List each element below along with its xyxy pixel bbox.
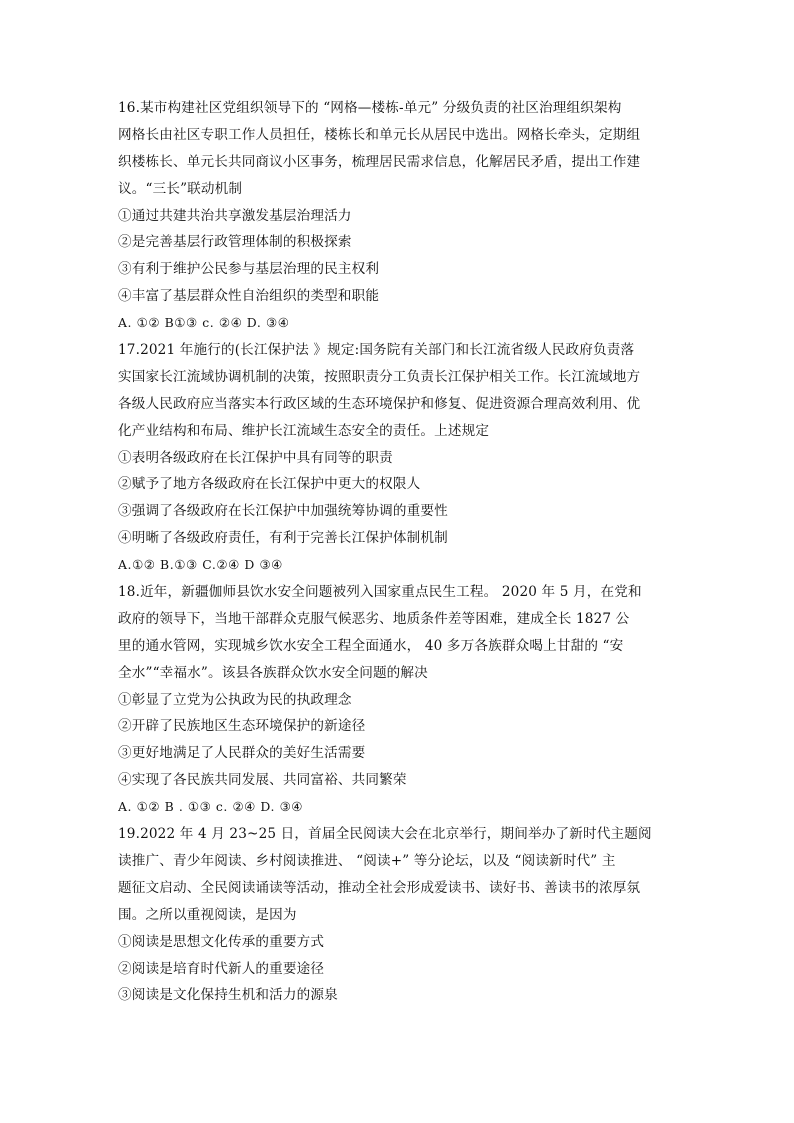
question-stem-line: 19.2022 年 4 月 23~25 日，首届全民阅读大会在北京举行，期间举办了新时代主题阅 [118,826,652,843]
statement-item: ①彰显了立党为公执政为民的执政理念 [118,691,352,708]
question-stem-line: 围。之所以重视阅读，是因为 [118,906,297,923]
answer-options: A. ①② B①③ c. ②④ D. ③④ [118,315,290,331]
statement-item: ①阅读是思想文化传承的重要方式 [118,933,325,950]
statement-item: ④实现了各民族共同发展、共同富裕、共同繁荣 [118,772,407,789]
statement-item: ③强调了各级政府在长江保护中加强统筹协调的重要性 [118,503,448,520]
exam-page [118,95,684,1009]
question-17 [118,337,684,579]
question-stem-line: 全水”“幸福水”。该县各族群众饮水安全问题的解决 [118,664,428,681]
statement-item: ③有利于维护公民参与基层治理的民主权利 [118,261,380,278]
question-stem-line: 化产业结构和布局、维护长江流域生态安全的责任。上述规定 [118,422,490,439]
question-stem-line: 读推广、青少年阅读、乡村阅读推进、 “阅读+” 等分论坛，以及 “阅读新时代” 主 [118,852,616,869]
question-16 [118,95,684,337]
statement-item: ②阅读是培育时代新人的重要途径 [118,960,325,977]
statement-item: ②赋予了地方各级政府在长江保护中更大的权限人 [118,476,421,493]
question-19 [118,821,684,1009]
question-stem-line: 政府的领导下，当地干部群众克服气候恶劣、地质条件差等困难，建成全长 1827 公 [118,610,630,627]
statement-item: ①通过共建共治共享激发基层治理活力 [118,207,352,224]
statement-item: ②是完善基层行政管理体制的积极探索 [118,234,352,251]
statement-item: ②开辟了民族地区生态环境保护的新途径 [118,718,366,735]
question-18 [118,579,684,821]
question-stem-line: 实国家长江流域协调机制的决策，按照职责分工负责长江保护相关工作。长江流域地方 [118,368,641,385]
question-stem-line: 题征文启动、全民阅读诵读等活动，推动全社会形成爱读书、读好书、善读书的浓厚氛 [118,879,641,896]
question-stem-line: 议。“三长”联动机制 [118,180,243,197]
statement-item: ④明晰了各级政府责任，有利于完善长江保护体制机制 [118,530,448,547]
question-stem-line: 17.2021 年施行的(长江保护法 》规定:国务院有关部门和长江流省级人民政府负责落 [118,342,635,359]
answer-options: A.①② B.①③ C.②④ D ③④ [118,557,283,573]
question-stem-line: 织楼栋长、单元长共同商议小区事务，梳理居民需求信息，化解居民矛盾，提出工作建 [118,153,641,170]
statement-item: ③阅读是文化保持生机和活力的源泉 [118,987,338,1004]
question-stem-line: 里的通水管网，实现城乡饮水安全工程全面通水， 40 多万各族群众喝上甘甜的 “安 [118,637,624,654]
question-stem-line: 各级人民政府应当落实本行政区域的生态环境保护和修复、促进资源合理高效利用、优 [118,395,641,412]
statement-item: ①表明各级政府在长江保护中具有同等的职责 [118,449,393,466]
statement-item: ③更好地满足了人民群众的美好生活需要 [118,745,366,762]
question-stem-line: 网格长由社区专职工作人员担任，楼栋长和单元长从居民中选出。网格长牵头，定期组 [118,126,641,143]
answer-options: A. ①② B . ①③ c. ②④ D. ③④ [118,799,304,815]
question-stem-line: 16.某市构建社区党组织领导下的 “网格—楼栋-单元” 分级负责的社区治理组织架构 [118,100,622,116]
question-stem-line: 18.近年，新疆伽师县饮水安全问题被列入国家重点民生工程。 2020 年 5 月，在党和 [118,584,642,601]
statement-item: ④丰富了基层群众性自治组织的类型和职能 [118,288,380,305]
